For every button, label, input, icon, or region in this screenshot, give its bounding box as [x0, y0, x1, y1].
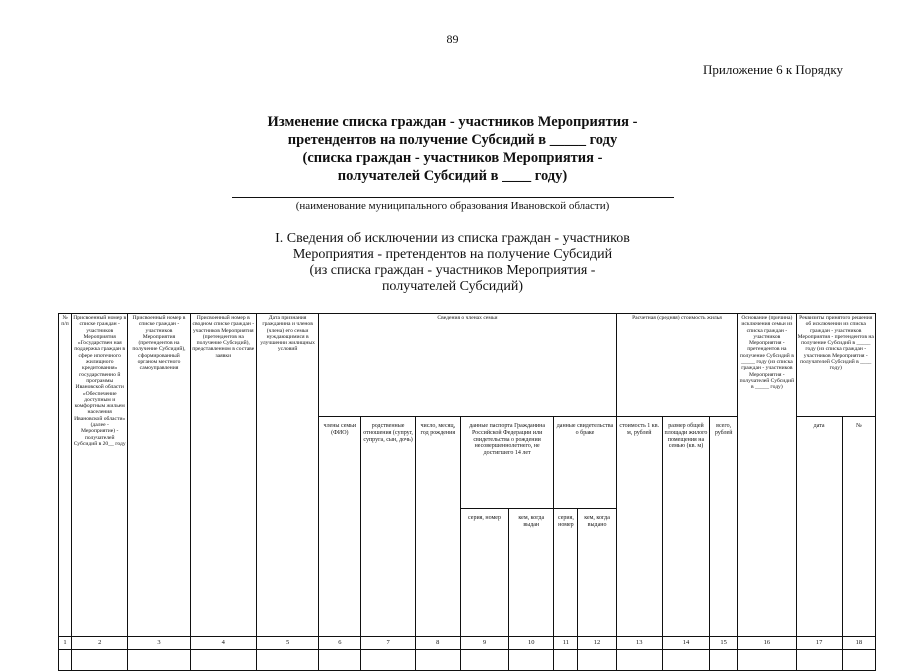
- column-number: 17: [796, 637, 842, 650]
- table-cell: [59, 650, 72, 671]
- column-number: 5: [256, 637, 318, 650]
- table-cell: [738, 650, 796, 671]
- table-cell: [190, 650, 256, 671]
- column-number: 18: [842, 637, 875, 650]
- header-num-list: Присвоенный номер в списке граждан - участников Мероприятия (претендентов на получение Субсидий), сформированный органом местного самоуправления: [128, 314, 190, 637]
- table-cell: [128, 650, 190, 671]
- table-cell: [578, 650, 616, 671]
- table-cell: [554, 650, 578, 671]
- header-birth: число, месяц, год рождения: [415, 417, 460, 637]
- header-series-number: серия, номер: [460, 509, 508, 637]
- header-decision: Реквизиты принятого решения об исключении из списка граждан - участников Мероприятия - претендентов на получение Субсидий в _____ году (из списка граждан - участников Мероприятия - получателей Субсидий в ____ году): [796, 314, 876, 417]
- table-cell: [415, 650, 460, 671]
- table-cell: [616, 650, 662, 671]
- header-date2: дата: [796, 417, 842, 637]
- municipality-label: (наименование муниципального образования Ивановской области): [295, 200, 610, 212]
- header-relation: родственные отношения (супруг, супруга, сын, дочь): [361, 417, 415, 637]
- title-line-1: Изменение списка граждан - участников Мероприятия -: [267, 114, 638, 130]
- municipality-blank-line: [232, 197, 674, 198]
- column-number: 16: [738, 637, 796, 650]
- document-title: [0, 113, 905, 185]
- section-line-4: получателей Субсидий): [381, 279, 524, 294]
- header-date: Дата признания гражданина и членов (члена) его семьи нуждающимися в улучшении жилищных условий: [256, 314, 318, 637]
- table-cell: [319, 650, 361, 671]
- title-line-4: получателей Субсидий в ____ году): [337, 168, 568, 184]
- table-cell: [842, 650, 875, 671]
- exclusion-table: [58, 313, 876, 671]
- table-cell: [662, 650, 709, 671]
- column-number: 4: [190, 637, 256, 650]
- header-marriage: данные свидетельства о браке: [554, 417, 616, 509]
- header-cost-sqm: стоимость 1 кв. м, рублей: [616, 417, 662, 637]
- header-seq-list: Присвоенный номер в списке граждан - участников Мероприятия «Государствен ная поддержка граждан в сфере ипотечного жилищного кредитования» государственно й программы Ивановской области «Обеспечение доступным и комфортным жильем населения Ивановской области» (далее - Мероприятие) - получателей Субсидий в 20__ году: [72, 314, 128, 637]
- column-number: 2: [72, 637, 128, 650]
- column-number: 3: [128, 637, 190, 650]
- column-number: 8: [415, 637, 460, 650]
- column-number: 1: [59, 637, 72, 650]
- column-number: 6: [319, 637, 361, 650]
- column-number: 10: [509, 637, 554, 650]
- table-cell: [256, 650, 318, 671]
- column-number: 11: [554, 637, 578, 650]
- table-cell: [710, 650, 738, 671]
- title-line-2: претендентов на получение Субсидий в _____ году: [287, 132, 618, 148]
- header-family: Сведения о членах семьи: [319, 314, 616, 417]
- empty-data-row: [59, 650, 876, 671]
- header-issued-by: кем, когда выдан: [509, 509, 554, 637]
- column-number: 15: [710, 637, 738, 650]
- column-number: 9: [460, 637, 508, 650]
- header-issued-by-2: кем, когда выдано: [578, 509, 616, 637]
- column-number: 13: [616, 637, 662, 650]
- column-number: 12: [578, 637, 616, 650]
- column-number: 7: [361, 637, 415, 650]
- column-number-row: [59, 637, 876, 650]
- column-number: 14: [662, 637, 709, 650]
- table-cell: [72, 650, 128, 671]
- header-area: размер общей площади жилого помещения на семью (кв. м): [662, 417, 709, 637]
- table-cell: [361, 650, 415, 671]
- table-cell: [796, 650, 842, 671]
- header-cost-group: Расчетная (средняя) стоимость жилья: [616, 314, 738, 417]
- page-number: 89: [446, 32, 459, 46]
- header-total: всего, рублей: [710, 417, 738, 637]
- section-line-2: Мероприятия - претендентов на получение Субсидий: [292, 247, 613, 262]
- appendix-label: Приложение 6 к Порядку: [703, 62, 843, 77]
- header-family-members: члены семьи (ФИО): [319, 417, 361, 637]
- header-passport: данные паспорта Гражданина Российской Федерации или свидетельства о рождении несовершеннолетнего, не достигшего 14 лет: [460, 417, 553, 509]
- header-no2: №: [842, 417, 875, 637]
- header-series-number-2: серия, номер: [554, 509, 578, 637]
- header-reason: Основание (причина) исключения семьи из списка граждан - участников Мероприятия - претендентов на получение Субсидий в _____ году (из списка граждан - участников Мероприятия - получателей Субсидий в _____ году): [738, 314, 796, 637]
- header-no: № п/п: [59, 314, 72, 637]
- section-line-3: (из списка граждан - участников Мероприятия -: [309, 263, 596, 278]
- table-cell: [509, 650, 554, 671]
- section-line-1: I. Сведения об исключении из списка граждан - участников: [275, 231, 630, 246]
- title-line-3: (списка граждан - участников Мероприятия -: [302, 150, 603, 166]
- table-cell: [460, 650, 508, 671]
- section-heading: [0, 231, 905, 295]
- header-consolidated: Присвоенный номер в сводном списке граждан - участников Мероприятия (претендентов на получение Субсидий), представленном в составе заявки: [190, 314, 256, 637]
